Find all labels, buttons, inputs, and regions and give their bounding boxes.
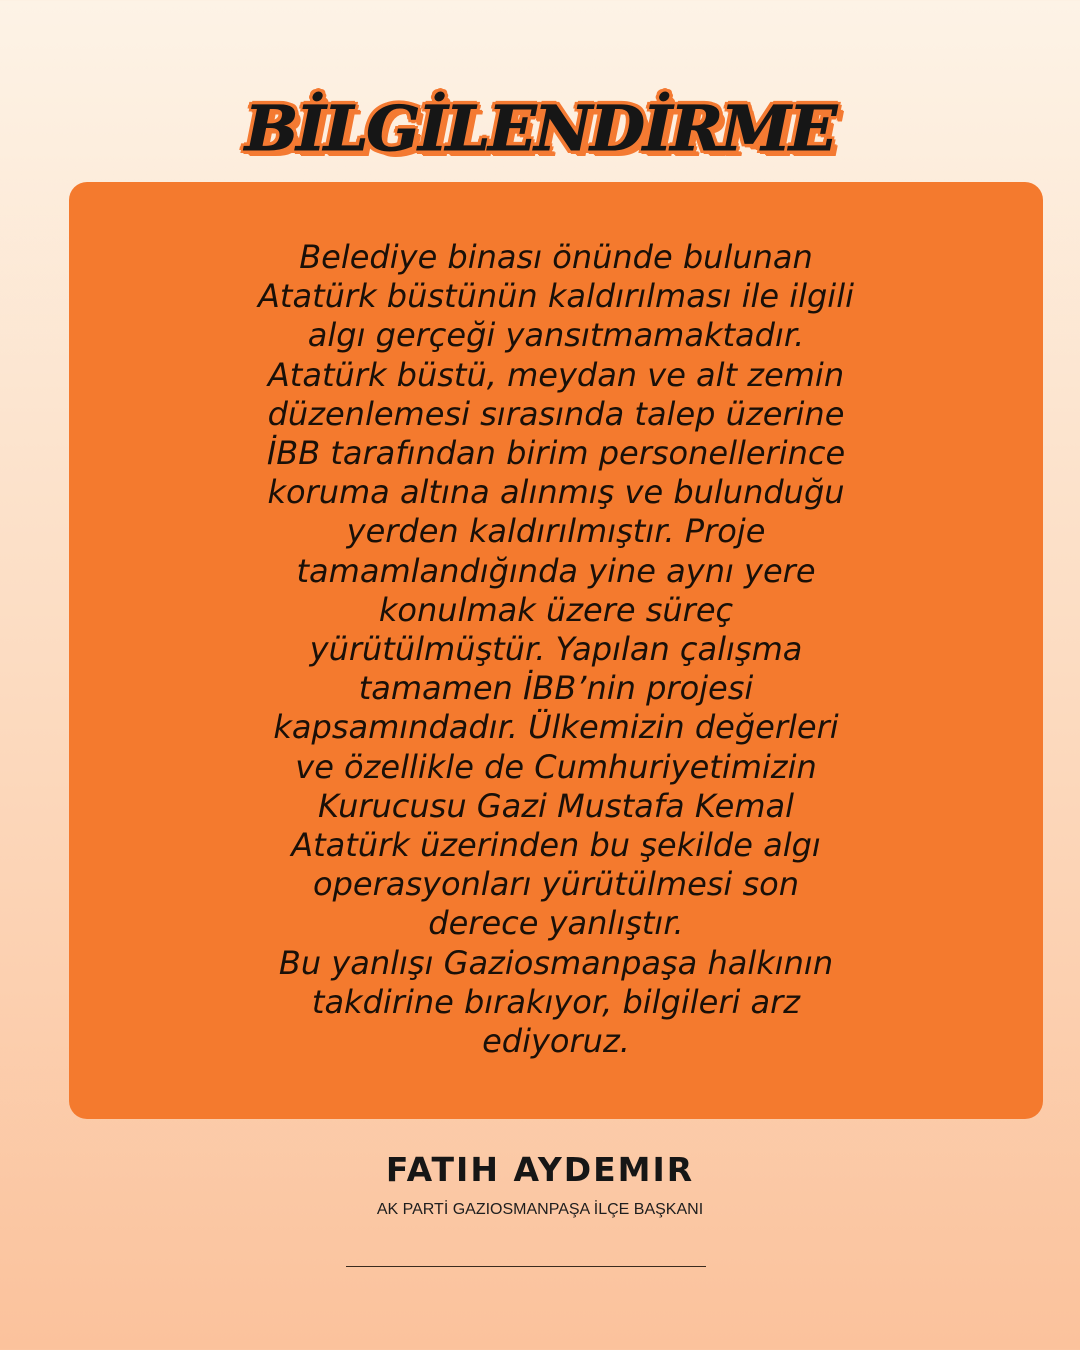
signatory-role: AK PARTİ GAZIOSMANPAŞA İLÇE BAŞKANI (376, 1201, 704, 1218)
statement-text: Belediye binası önünde bulunan Atatürk büstünün kaldırılması ile ilgili algı gerçeği yansıtmamaktadır. Atatürk büstü, meydan ve alt zemin düzenlemesi sırasında talep üzerine İBB tarafından birim personellerince koruma altına alınmış ve bulunduğu yerden kaldırılmıştır. Proje tamamlandığında yine aynı yere konulmak üzere süreç yürütülmüştür. Yapılan çalışma tamamen İBB’nin projesi kapsamındadır. Ülkemizin değerleri ve özellikle de Cumhuriyetimizin Kurucusu Gazi Mustafa Kemal Atatürk üzerinden bu şekilde algı operasyonları yürütülmesi son derece yanlıştır. Bu yanlışı Gaziosmanpaşa halkının takdirine bırakıyor, bilgileri arz ediyoruz. (258, 238, 854, 1061)
page-title: BİLGİLENDİRME (244, 92, 836, 165)
signatory-name: FATIH AYDEMIR (385, 1150, 695, 1189)
statement-card (69, 182, 1043, 1119)
signature-line (346, 1266, 706, 1267)
